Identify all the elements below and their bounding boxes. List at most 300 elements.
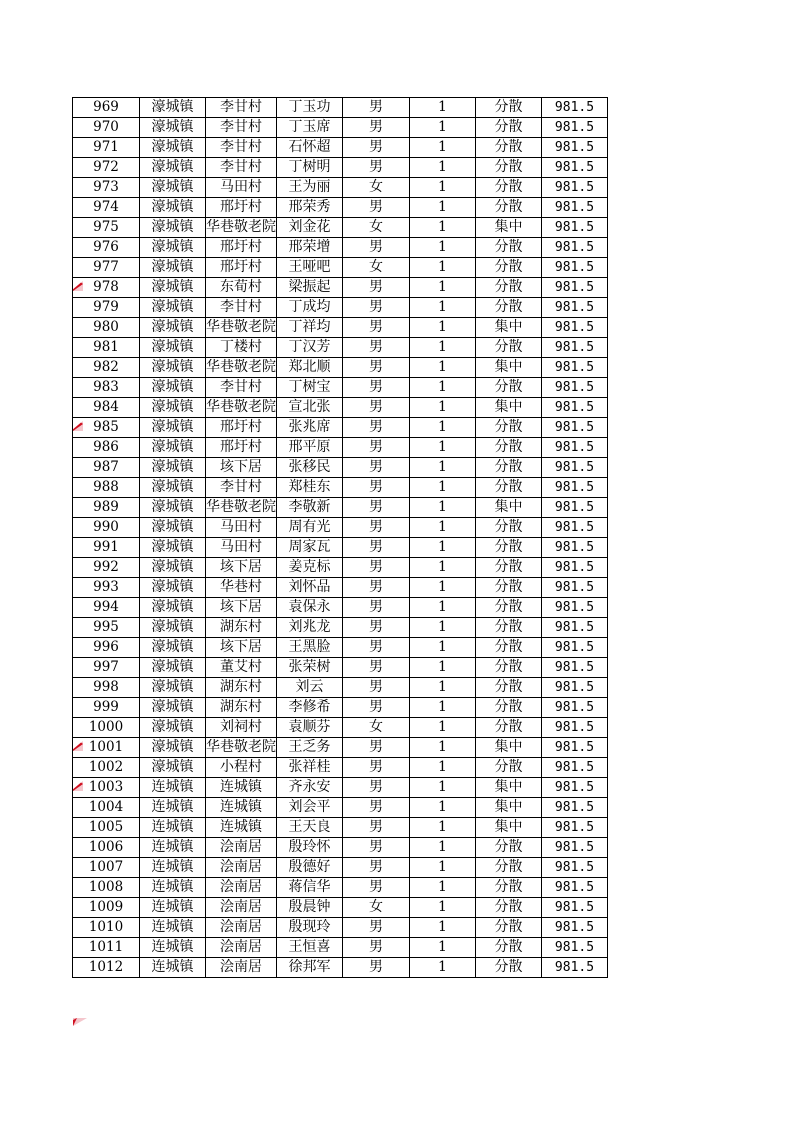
name-cell[interactable]: 张荣树 — [277, 658, 343, 678]
village-cell[interactable]: 邢圩村 — [206, 438, 277, 458]
name-cell[interactable]: 丁祥均 — [277, 318, 343, 338]
name-cell[interactable]: 张移民 — [277, 458, 343, 478]
count-cell[interactable]: 1 — [410, 958, 476, 978]
gender-cell[interactable]: 女 — [343, 258, 410, 278]
amount-cell[interactable]: 981.5 — [542, 618, 608, 638]
count-cell[interactable]: 1 — [410, 558, 476, 578]
town-cell[interactable]: 濠城镇 — [140, 378, 206, 398]
name-cell[interactable]: 梁振起 — [277, 278, 343, 298]
amount-cell[interactable]: 981.5 — [542, 578, 608, 598]
count-cell[interactable]: 1 — [410, 398, 476, 418]
name-cell[interactable]: 张兆席 — [277, 418, 343, 438]
village-cell[interactable]: 垓下居 — [206, 598, 277, 618]
village-cell[interactable]: 华巷敬老院 — [206, 498, 277, 518]
gender-cell[interactable]: 男 — [343, 578, 410, 598]
count-cell[interactable]: 1 — [410, 158, 476, 178]
mode-cell[interactable]: 分散 — [476, 298, 542, 318]
gender-cell[interactable]: 男 — [343, 358, 410, 378]
town-cell[interactable]: 连城镇 — [140, 778, 206, 798]
amount-cell[interactable]: 981.5 — [542, 138, 608, 158]
mode-cell[interactable]: 分散 — [476, 878, 542, 898]
row-number-cell[interactable]: 976 — [73, 238, 140, 258]
mode-cell[interactable]: 集中 — [476, 738, 542, 758]
row-number-cell[interactable]: 974 — [73, 198, 140, 218]
name-cell[interactable]: 徐邦军 — [277, 958, 343, 978]
village-cell[interactable]: 浍南居 — [206, 898, 277, 918]
town-cell[interactable]: 濠城镇 — [140, 698, 206, 718]
village-cell[interactable]: 湖东村 — [206, 678, 277, 698]
amount-cell[interactable]: 981.5 — [542, 878, 608, 898]
village-cell[interactable]: 小程村 — [206, 758, 277, 778]
town-cell[interactable]: 连城镇 — [140, 798, 206, 818]
count-cell[interactable]: 1 — [410, 598, 476, 618]
mode-cell[interactable]: 分散 — [476, 898, 542, 918]
row-number-cell[interactable]: 997 — [73, 658, 140, 678]
village-cell[interactable]: 湖东村 — [206, 698, 277, 718]
gender-cell[interactable]: 男 — [343, 378, 410, 398]
mode-cell[interactable]: 集中 — [476, 498, 542, 518]
village-cell[interactable]: 垓下居 — [206, 558, 277, 578]
mode-cell[interactable]: 集中 — [476, 358, 542, 378]
village-cell[interactable]: 董艾村 — [206, 658, 277, 678]
comment-marker-icon[interactable] — [73, 780, 85, 790]
village-cell[interactable]: 华巷敬老院 — [206, 218, 277, 238]
count-cell[interactable]: 1 — [410, 418, 476, 438]
name-cell[interactable]: 王乏务 — [277, 738, 343, 758]
town-cell[interactable]: 连城镇 — [140, 838, 206, 858]
town-cell[interactable]: 连城镇 — [140, 858, 206, 878]
mode-cell[interactable]: 分散 — [476, 618, 542, 638]
gender-cell[interactable]: 男 — [343, 558, 410, 578]
town-cell[interactable]: 濠城镇 — [140, 158, 206, 178]
town-cell[interactable]: 濠城镇 — [140, 238, 206, 258]
amount-cell[interactable]: 981.5 — [542, 598, 608, 618]
count-cell[interactable]: 1 — [410, 838, 476, 858]
amount-cell[interactable]: 981.5 — [542, 778, 608, 798]
mode-cell[interactable]: 分散 — [476, 758, 542, 778]
count-cell[interactable]: 1 — [410, 718, 476, 738]
town-cell[interactable]: 濠城镇 — [140, 358, 206, 378]
amount-cell[interactable]: 981.5 — [542, 418, 608, 438]
comment-marker-icon[interactable] — [73, 1011, 87, 1019]
mode-cell[interactable]: 集中 — [476, 398, 542, 418]
town-cell[interactable]: 连城镇 — [140, 898, 206, 918]
row-number-cell[interactable]: 971 — [73, 138, 140, 158]
amount-cell[interactable]: 981.5 — [542, 838, 608, 858]
mode-cell[interactable]: 分散 — [476, 578, 542, 598]
mode-cell[interactable]: 分散 — [476, 658, 542, 678]
mode-cell[interactable]: 分散 — [476, 178, 542, 198]
row-number-cell[interactable]: 1008 — [73, 878, 140, 898]
mode-cell[interactable]: 分散 — [476, 338, 542, 358]
amount-cell[interactable]: 981.5 — [542, 198, 608, 218]
gender-cell[interactable]: 男 — [343, 318, 410, 338]
amount-cell[interactable]: 981.5 — [542, 298, 608, 318]
name-cell[interactable]: 齐永安 — [277, 778, 343, 798]
town-cell[interactable]: 濠城镇 — [140, 218, 206, 238]
amount-cell[interactable]: 981.5 — [542, 918, 608, 938]
amount-cell[interactable]: 981.5 — [542, 358, 608, 378]
count-cell[interactable]: 1 — [410, 218, 476, 238]
gender-cell[interactable]: 男 — [343, 938, 410, 958]
row-number-cell[interactable]: 1009 — [73, 898, 140, 918]
town-cell[interactable]: 濠城镇 — [140, 138, 206, 158]
row-number-cell[interactable]: 998 — [73, 678, 140, 698]
row-number-cell[interactable]: 988 — [73, 478, 140, 498]
name-cell[interactable]: 郑桂东 — [277, 478, 343, 498]
town-cell[interactable]: 濠城镇 — [140, 438, 206, 458]
town-cell[interactable]: 濠城镇 — [140, 658, 206, 678]
village-cell[interactable]: 李甘村 — [206, 158, 277, 178]
count-cell[interactable]: 1 — [410, 678, 476, 698]
village-cell[interactable]: 马田村 — [206, 178, 277, 198]
amount-cell[interactable]: 981.5 — [542, 378, 608, 398]
mode-cell[interactable]: 分散 — [476, 238, 542, 258]
gender-cell[interactable]: 男 — [343, 698, 410, 718]
count-cell[interactable]: 1 — [410, 338, 476, 358]
village-cell[interactable]: 连城镇 — [206, 818, 277, 838]
mode-cell[interactable]: 集中 — [476, 318, 542, 338]
row-number-cell[interactable]: 970 — [73, 118, 140, 138]
gender-cell[interactable]: 男 — [343, 958, 410, 978]
village-cell[interactable]: 邢圩村 — [206, 418, 277, 438]
town-cell[interactable]: 连城镇 — [140, 878, 206, 898]
row-number-cell[interactable]: 1012 — [73, 958, 140, 978]
town-cell[interactable]: 濠城镇 — [140, 98, 206, 118]
mode-cell[interactable]: 分散 — [476, 138, 542, 158]
gender-cell[interactable]: 女 — [343, 718, 410, 738]
row-number-cell[interactable]: 993 — [73, 578, 140, 598]
village-cell[interactable]: 浍南居 — [206, 858, 277, 878]
town-cell[interactable]: 濠城镇 — [140, 758, 206, 778]
name-cell[interactable]: 丁树宝 — [277, 378, 343, 398]
row-number-cell[interactable]: 985 — [73, 418, 140, 438]
name-cell[interactable]: 邢平原 — [277, 438, 343, 458]
gender-cell[interactable]: 男 — [343, 638, 410, 658]
gender-cell[interactable]: 男 — [343, 118, 410, 138]
amount-cell[interactable]: 981.5 — [542, 718, 608, 738]
mode-cell[interactable]: 分散 — [476, 938, 542, 958]
name-cell[interactable]: 丁树明 — [277, 158, 343, 178]
count-cell[interactable]: 1 — [410, 118, 476, 138]
name-cell[interactable]: 殷现玲 — [277, 918, 343, 938]
amount-cell[interactable]: 981.5 — [542, 278, 608, 298]
count-cell[interactable]: 1 — [410, 478, 476, 498]
row-number-cell[interactable]: 1002 — [73, 758, 140, 778]
gender-cell[interactable]: 男 — [343, 658, 410, 678]
amount-cell[interactable]: 981.5 — [542, 738, 608, 758]
count-cell[interactable]: 1 — [410, 198, 476, 218]
town-cell[interactable]: 濠城镇 — [140, 178, 206, 198]
amount-cell[interactable]: 981.5 — [542, 938, 608, 958]
row-number-cell[interactable]: 1001 — [73, 738, 140, 758]
mode-cell[interactable]: 分散 — [476, 558, 542, 578]
gender-cell[interactable]: 男 — [343, 398, 410, 418]
village-cell[interactable]: 李甘村 — [206, 478, 277, 498]
row-number-cell[interactable]: 980 — [73, 318, 140, 338]
name-cell[interactable]: 王天良 — [277, 818, 343, 838]
village-cell[interactable]: 华巷敬老院 — [206, 398, 277, 418]
amount-cell[interactable]: 981.5 — [542, 218, 608, 238]
village-cell[interactable]: 浍南居 — [206, 918, 277, 938]
name-cell[interactable]: 刘怀品 — [277, 578, 343, 598]
town-cell[interactable]: 濠城镇 — [140, 398, 206, 418]
name-cell[interactable]: 姜克标 — [277, 558, 343, 578]
amount-cell[interactable]: 981.5 — [542, 458, 608, 478]
town-cell[interactable]: 濠城镇 — [140, 458, 206, 478]
count-cell[interactable]: 1 — [410, 538, 476, 558]
town-cell[interactable]: 濠城镇 — [140, 198, 206, 218]
amount-cell[interactable]: 981.5 — [542, 758, 608, 778]
count-cell[interactable]: 1 — [410, 318, 476, 338]
row-number-cell[interactable]: 995 — [73, 618, 140, 638]
gender-cell[interactable]: 男 — [343, 518, 410, 538]
count-cell[interactable]: 1 — [410, 278, 476, 298]
count-cell[interactable]: 1 — [410, 498, 476, 518]
name-cell[interactable]: 邢荣秀 — [277, 198, 343, 218]
name-cell[interactable]: 丁玉功 — [277, 98, 343, 118]
amount-cell[interactable]: 981.5 — [542, 858, 608, 878]
village-cell[interactable]: 湖东村 — [206, 618, 277, 638]
mode-cell[interactable]: 分散 — [476, 858, 542, 878]
name-cell[interactable]: 刘云 — [277, 678, 343, 698]
town-cell[interactable]: 濠城镇 — [140, 418, 206, 438]
name-cell[interactable]: 王为丽 — [277, 178, 343, 198]
village-cell[interactable]: 邢圩村 — [206, 238, 277, 258]
village-cell[interactable]: 华巷敬老院 — [206, 738, 277, 758]
gender-cell[interactable]: 男 — [343, 278, 410, 298]
mode-cell[interactable]: 集中 — [476, 798, 542, 818]
amount-cell[interactable]: 981.5 — [542, 558, 608, 578]
village-cell[interactable]: 马田村 — [206, 518, 277, 538]
row-number-cell[interactable]: 1003 — [73, 778, 140, 798]
gender-cell[interactable]: 男 — [343, 138, 410, 158]
gender-cell[interactable]: 男 — [343, 918, 410, 938]
count-cell[interactable]: 1 — [410, 878, 476, 898]
row-number-cell[interactable]: 1000 — [73, 718, 140, 738]
count-cell[interactable]: 1 — [410, 798, 476, 818]
count-cell[interactable]: 1 — [410, 358, 476, 378]
gender-cell[interactable]: 女 — [343, 218, 410, 238]
name-cell[interactable]: 李修希 — [277, 698, 343, 718]
gender-cell[interactable]: 男 — [343, 818, 410, 838]
name-cell[interactable]: 殷晨钟 — [277, 898, 343, 918]
row-number-cell[interactable]: 1007 — [73, 858, 140, 878]
row-number-cell[interactable]: 973 — [73, 178, 140, 198]
row-number-cell[interactable]: 984 — [73, 398, 140, 418]
gender-cell[interactable]: 男 — [343, 498, 410, 518]
town-cell[interactable]: 濠城镇 — [140, 638, 206, 658]
row-number-cell[interactable]: 1011 — [73, 938, 140, 958]
amount-cell[interactable]: 981.5 — [542, 258, 608, 278]
town-cell[interactable]: 濠城镇 — [140, 578, 206, 598]
mode-cell[interactable]: 分散 — [476, 458, 542, 478]
count-cell[interactable]: 1 — [410, 658, 476, 678]
amount-cell[interactable]: 981.5 — [542, 518, 608, 538]
name-cell[interactable]: 丁玉席 — [277, 118, 343, 138]
village-cell[interactable]: 华巷村 — [206, 578, 277, 598]
row-number-cell[interactable]: 996 — [73, 638, 140, 658]
gender-cell[interactable]: 男 — [343, 298, 410, 318]
mode-cell[interactable]: 分散 — [476, 478, 542, 498]
count-cell[interactable]: 1 — [410, 458, 476, 478]
village-cell[interactable]: 浍南居 — [206, 838, 277, 858]
mode-cell[interactable]: 分散 — [476, 698, 542, 718]
village-cell[interactable]: 李甘村 — [206, 98, 277, 118]
town-cell[interactable]: 濠城镇 — [140, 478, 206, 498]
count-cell[interactable]: 1 — [410, 618, 476, 638]
mode-cell[interactable]: 分散 — [476, 918, 542, 938]
gender-cell[interactable]: 男 — [343, 778, 410, 798]
row-number-cell[interactable]: 1005 — [73, 818, 140, 838]
town-cell[interactable]: 濠城镇 — [140, 338, 206, 358]
row-number-cell[interactable]: 991 — [73, 538, 140, 558]
village-cell[interactable]: 浍南居 — [206, 938, 277, 958]
name-cell[interactable]: 李敬新 — [277, 498, 343, 518]
comment-marker-icon[interactable] — [73, 280, 85, 290]
mode-cell[interactable]: 分散 — [476, 198, 542, 218]
amount-cell[interactable]: 981.5 — [542, 478, 608, 498]
mode-cell[interactable]: 分散 — [476, 598, 542, 618]
row-number-cell[interactable]: 1004 — [73, 798, 140, 818]
town-cell[interactable]: 濠城镇 — [140, 278, 206, 298]
count-cell[interactable]: 1 — [410, 378, 476, 398]
town-cell[interactable]: 濠城镇 — [140, 738, 206, 758]
count-cell[interactable]: 1 — [410, 818, 476, 838]
town-cell[interactable]: 濠城镇 — [140, 118, 206, 138]
amount-cell[interactable]: 981.5 — [542, 638, 608, 658]
count-cell[interactable]: 1 — [410, 138, 476, 158]
amount-cell[interactable]: 981.5 — [542, 538, 608, 558]
gender-cell[interactable]: 男 — [343, 478, 410, 498]
row-number-cell[interactable]: 999 — [73, 698, 140, 718]
count-cell[interactable]: 1 — [410, 298, 476, 318]
row-number-cell[interactable]: 986 — [73, 438, 140, 458]
gender-cell[interactable]: 男 — [343, 538, 410, 558]
amount-cell[interactable]: 981.5 — [542, 238, 608, 258]
name-cell[interactable]: 周有光 — [277, 518, 343, 538]
row-number-cell[interactable]: 979 — [73, 298, 140, 318]
mode-cell[interactable]: 分散 — [476, 518, 542, 538]
gender-cell[interactable]: 男 — [343, 758, 410, 778]
amount-cell[interactable]: 981.5 — [542, 338, 608, 358]
village-cell[interactable]: 刘祠村 — [206, 718, 277, 738]
name-cell[interactable]: 王黑脸 — [277, 638, 343, 658]
row-number-cell[interactable]: 977 — [73, 258, 140, 278]
village-cell[interactable]: 垓下居 — [206, 638, 277, 658]
village-cell[interactable]: 马田村 — [206, 538, 277, 558]
count-cell[interactable]: 1 — [410, 98, 476, 118]
count-cell[interactable]: 1 — [410, 238, 476, 258]
gender-cell[interactable]: 男 — [343, 678, 410, 698]
amount-cell[interactable]: 981.5 — [542, 678, 608, 698]
mode-cell[interactable]: 分散 — [476, 538, 542, 558]
count-cell[interactable]: 1 — [410, 698, 476, 718]
village-cell[interactable]: 李甘村 — [206, 378, 277, 398]
village-cell[interactable]: 浍南居 — [206, 958, 277, 978]
row-number-cell[interactable]: 972 — [73, 158, 140, 178]
row-number-cell[interactable]: 982 — [73, 358, 140, 378]
mode-cell[interactable]: 分散 — [476, 838, 542, 858]
mode-cell[interactable]: 分散 — [476, 438, 542, 458]
comment-marker-icon[interactable] — [73, 420, 85, 430]
count-cell[interactable]: 1 — [410, 518, 476, 538]
mode-cell[interactable]: 分散 — [476, 718, 542, 738]
row-number-cell[interactable]: 1010 — [73, 918, 140, 938]
village-cell[interactable]: 李甘村 — [206, 298, 277, 318]
town-cell[interactable]: 濠城镇 — [140, 598, 206, 618]
town-cell[interactable]: 濠城镇 — [140, 498, 206, 518]
village-cell[interactable]: 邢圩村 — [206, 198, 277, 218]
comment-marker-icon[interactable] — [73, 740, 85, 750]
amount-cell[interactable]: 981.5 — [542, 958, 608, 978]
town-cell[interactable]: 濠城镇 — [140, 678, 206, 698]
name-cell[interactable]: 刘兆龙 — [277, 618, 343, 638]
amount-cell[interactable]: 981.5 — [542, 498, 608, 518]
mode-cell[interactable]: 分散 — [476, 378, 542, 398]
row-number-cell[interactable]: 1006 — [73, 838, 140, 858]
name-cell[interactable]: 王恒喜 — [277, 938, 343, 958]
count-cell[interactable]: 1 — [410, 638, 476, 658]
row-number-cell[interactable]: 990 — [73, 518, 140, 538]
amount-cell[interactable]: 981.5 — [542, 398, 608, 418]
gender-cell[interactable]: 男 — [343, 598, 410, 618]
gender-cell[interactable]: 男 — [343, 338, 410, 358]
count-cell[interactable]: 1 — [410, 738, 476, 758]
row-number-cell[interactable]: 992 — [73, 558, 140, 578]
gender-cell[interactable]: 男 — [343, 198, 410, 218]
village-cell[interactable]: 连城镇 — [206, 778, 277, 798]
gender-cell[interactable]: 男 — [343, 878, 410, 898]
village-cell[interactable]: 华巷敬老院 — [206, 318, 277, 338]
mode-cell[interactable]: 集中 — [476, 218, 542, 238]
name-cell[interactable]: 邢荣增 — [277, 238, 343, 258]
amount-cell[interactable]: 981.5 — [542, 898, 608, 918]
count-cell[interactable]: 1 — [410, 898, 476, 918]
gender-cell[interactable]: 女 — [343, 898, 410, 918]
row-number-cell[interactable]: 969 — [73, 98, 140, 118]
gender-cell[interactable]: 男 — [343, 838, 410, 858]
village-cell[interactable]: 连城镇 — [206, 798, 277, 818]
mode-cell[interactable]: 集中 — [476, 818, 542, 838]
amount-cell[interactable]: 981.5 — [542, 158, 608, 178]
mode-cell[interactable]: 分散 — [476, 418, 542, 438]
count-cell[interactable]: 1 — [410, 778, 476, 798]
amount-cell[interactable]: 981.5 — [542, 118, 608, 138]
gender-cell[interactable]: 男 — [343, 438, 410, 458]
mode-cell[interactable]: 分散 — [476, 158, 542, 178]
mode-cell[interactable]: 分散 — [476, 118, 542, 138]
mode-cell[interactable]: 分散 — [476, 958, 542, 978]
gender-cell[interactable]: 男 — [343, 418, 410, 438]
town-cell[interactable]: 连城镇 — [140, 918, 206, 938]
mode-cell[interactable]: 分散 — [476, 278, 542, 298]
count-cell[interactable]: 1 — [410, 858, 476, 878]
village-cell[interactable]: 李甘村 — [206, 138, 277, 158]
mode-cell[interactable]: 集中 — [476, 778, 542, 798]
mode-cell[interactable]: 分散 — [476, 258, 542, 278]
town-cell[interactable]: 濠城镇 — [140, 318, 206, 338]
town-cell[interactable]: 濠城镇 — [140, 538, 206, 558]
village-cell[interactable]: 浍南居 — [206, 878, 277, 898]
name-cell[interactable]: 殷德好 — [277, 858, 343, 878]
gender-cell[interactable]: 男 — [343, 98, 410, 118]
amount-cell[interactable]: 981.5 — [542, 438, 608, 458]
gender-cell[interactable]: 男 — [343, 798, 410, 818]
mode-cell[interactable]: 分散 — [476, 678, 542, 698]
row-number-cell[interactable]: 987 — [73, 458, 140, 478]
gender-cell[interactable]: 男 — [343, 858, 410, 878]
